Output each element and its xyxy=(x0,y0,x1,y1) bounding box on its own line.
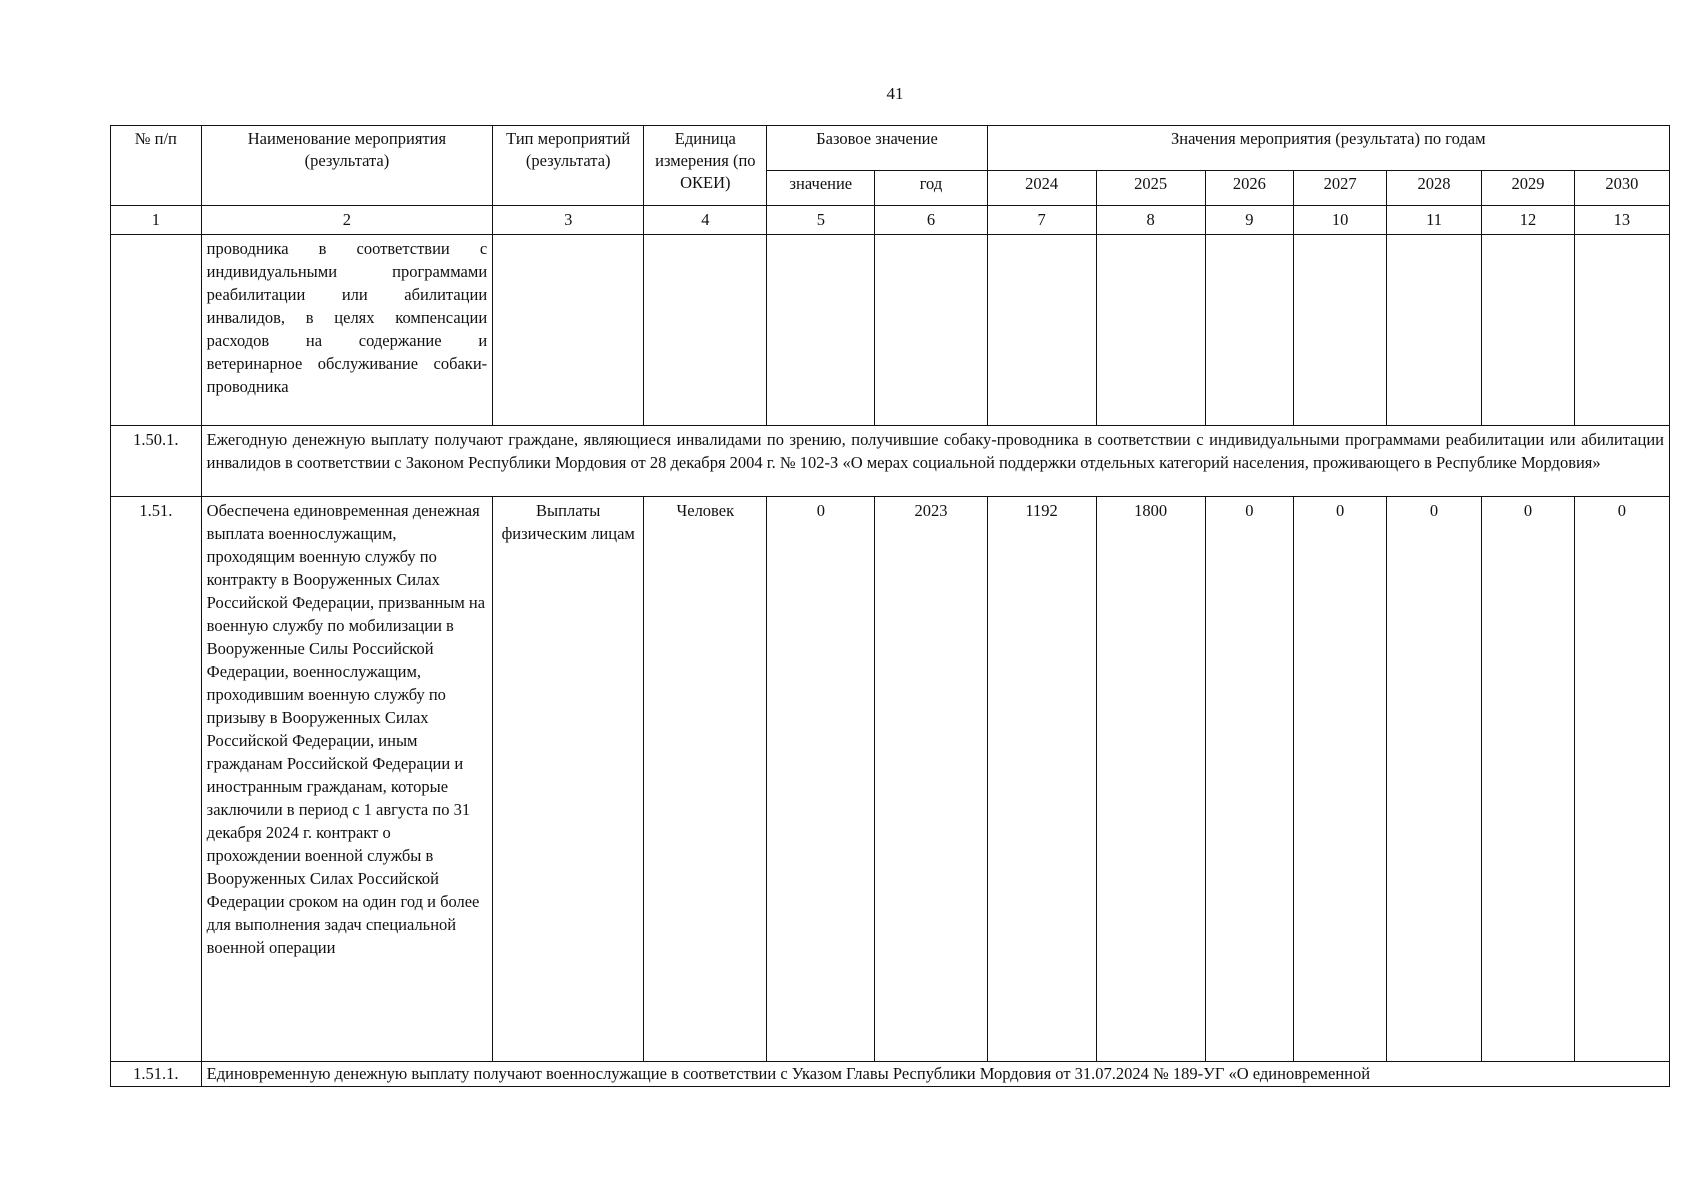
cell-year-value xyxy=(1482,235,1575,426)
header-unit: Единица измерения (по ОКЕИ) xyxy=(644,126,767,206)
cell-year-value xyxy=(1574,235,1669,426)
cell-base-year xyxy=(875,235,987,426)
column-number: 3 xyxy=(493,206,644,235)
cell-base-value xyxy=(767,235,875,426)
column-number: 1 xyxy=(111,206,202,235)
column-number: 4 xyxy=(644,206,767,235)
header-base: Базовое значение xyxy=(767,126,987,171)
cell-type: Выплаты физическим лицам xyxy=(493,497,644,1062)
cell-year-value: 0 xyxy=(1205,497,1294,1062)
column-number: 6 xyxy=(875,206,987,235)
header-row-top xyxy=(111,126,1670,171)
cell-description: Единовременную денежную выплату получают военнослужащие в соответствии с Указом Главы Республики Мордовия от 31.07.2024 № 189-УГ «О единовременной xyxy=(201,1062,1669,1087)
cell-description: Ежегодную денежную выплату получают граждане, являющиеся инвалидами по зрению, получившие собаку-проводника в соответствии с индивидуальными программами реабилитации или абилитации инвалидов в соответствии с Законом Республики Мордовия от 28 декабря 2004 г. № 102-З «О мерах социальной поддержки отдельных категорий населения, проживающего в Республике Мордовия» xyxy=(201,426,1669,497)
column-number: 13 xyxy=(1574,206,1669,235)
cell-year-value xyxy=(987,235,1096,426)
cell-year-value: 0 xyxy=(1387,497,1482,1062)
cell-year-value: 1192 xyxy=(987,497,1096,1062)
header-year: 2030 xyxy=(1574,171,1669,206)
cell-name: проводника в соответствии с индивидуальными программами реабилитации или абилитации инвалидов, в целях компенсации расходов на содержание и ветеринарное обслуживание собаки-проводника xyxy=(201,235,492,426)
header-year: 2025 xyxy=(1096,171,1205,206)
cell-year-value xyxy=(1387,235,1482,426)
table-row-1-51 xyxy=(111,497,1670,1062)
header-year: 2027 xyxy=(1294,171,1387,206)
page-number: 41 xyxy=(886,84,904,103)
cell-type xyxy=(493,235,644,426)
cell-unit xyxy=(644,235,767,426)
cell-base-value: 0 xyxy=(767,497,875,1062)
header-year: 2024 xyxy=(987,171,1096,206)
table-row-1-50-1 xyxy=(111,426,1670,497)
cell-name: Обеспечена единовременная денежная выплата военнослужащим, проходящим военную службу по контракту в Вооруженных Силах Российской Федерации, призванным на военную службу по мобилизации в Вооруженные Силы Российской Федерации, военнослужащим, проходившим военную службу по призыву в Вооруженных Силах Российской Федерации, иным гражданам Российской Федерации и иностранным гражданам, которые заключили в период с 1 августа по 31 декабря 2024 г. контракт о прохождении военной службы в Вооруженных Силах Российской Федерации сроком на один год и более для выполнения задач специальной военной операции xyxy=(201,497,492,1062)
column-number: 12 xyxy=(1482,206,1575,235)
header-base-value: значение xyxy=(767,171,875,206)
cell-unit: Человек xyxy=(644,497,767,1062)
column-number: 7 xyxy=(987,206,1096,235)
cell-year-value xyxy=(1205,235,1294,426)
column-number: 5 xyxy=(767,206,875,235)
cell-year-value: 0 xyxy=(1294,497,1387,1062)
header-year: 2029 xyxy=(1482,171,1575,206)
measures-table xyxy=(110,125,1670,1087)
header-base-year: год xyxy=(875,171,987,206)
cell-num: 1.51.1. xyxy=(111,1062,202,1087)
cell-base-year: 2023 xyxy=(875,497,987,1062)
header-years-group: Значения мероприятия (результата) по годам xyxy=(987,126,1669,171)
column-number: 11 xyxy=(1387,206,1482,235)
header-num: № п/п xyxy=(111,126,202,206)
cell-year-value: 0 xyxy=(1482,497,1575,1062)
column-numbers-row xyxy=(111,206,1670,235)
header-year: 2028 xyxy=(1387,171,1482,206)
cell-year-value: 0 xyxy=(1574,497,1669,1062)
cell-year-value xyxy=(1294,235,1387,426)
table-row-continuation xyxy=(111,235,1670,426)
cell-num xyxy=(111,235,202,426)
cell-num: 1.50.1. xyxy=(111,426,202,497)
header-type: Тип мероприятий (результата) xyxy=(493,126,644,206)
header-year: 2026 xyxy=(1205,171,1294,206)
cell-num: 1.51. xyxy=(111,497,202,1062)
cell-year-value xyxy=(1096,235,1205,426)
cell-year-value: 1800 xyxy=(1096,497,1205,1062)
column-number: 2 xyxy=(201,206,492,235)
column-number: 9 xyxy=(1205,206,1294,235)
header-name: Наименование мероприятия (результата) xyxy=(201,126,492,206)
table-row-1-51-1 xyxy=(111,1062,1670,1087)
column-number: 8 xyxy=(1096,206,1205,235)
column-number: 10 xyxy=(1294,206,1387,235)
